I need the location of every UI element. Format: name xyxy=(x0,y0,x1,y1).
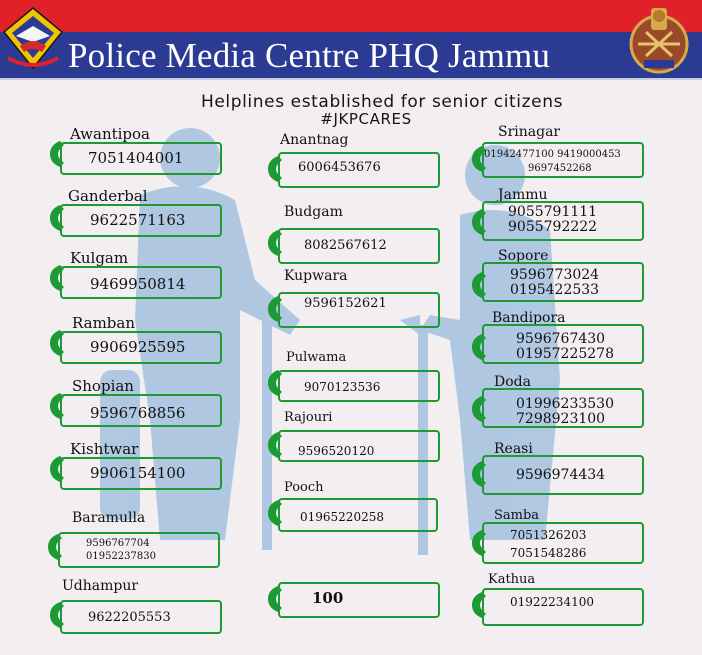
district-name: Baramulla xyxy=(72,510,146,526)
district-doda xyxy=(470,374,650,432)
phone-handset-icon xyxy=(266,430,284,460)
district-name: Ganderbal xyxy=(68,187,148,205)
district-kathua xyxy=(470,572,650,630)
district-kupwara xyxy=(266,268,446,332)
phone-handset-icon xyxy=(266,294,284,324)
page-title: Police Media Centre PHQ Jammu xyxy=(68,36,551,75)
district-kishtwar xyxy=(48,440,228,492)
district-name: Awantipoa xyxy=(70,125,151,143)
district-name: Pooch xyxy=(284,480,324,495)
phone-number[interactable]: 9596767430 xyxy=(516,331,606,347)
district-ganderbal xyxy=(48,187,228,239)
phone-handset-icon xyxy=(48,328,66,358)
phone-number[interactable]: 7051404001 xyxy=(88,149,184,167)
phone-number[interactable]: 9055792222 xyxy=(508,219,598,235)
phone-handset-icon xyxy=(48,263,66,293)
phone-number[interactable]: 01965220258 xyxy=(300,510,384,524)
phone-handset-icon xyxy=(48,454,66,484)
district-name: Srinagar xyxy=(498,124,561,140)
phone-number[interactable]: 01952237830 xyxy=(86,551,156,562)
district-reasi xyxy=(470,441,650,499)
phone-handset-icon xyxy=(266,498,284,528)
phone-handset-icon xyxy=(470,459,488,489)
district-ramban xyxy=(48,314,228,366)
district-name: Rajouri xyxy=(284,410,333,425)
district-name: Kathua xyxy=(488,572,536,587)
district-rajouri xyxy=(266,410,446,466)
district-name: Budgam xyxy=(284,204,343,220)
district-name: Ramban xyxy=(72,314,136,332)
phone-number[interactable]: 6006453676 xyxy=(298,160,381,175)
district-bandipora xyxy=(470,310,650,368)
subtitle: Helplines established for senior citizens xyxy=(200,92,564,112)
phone-handset-icon xyxy=(48,391,66,421)
phone-handset-icon xyxy=(266,368,284,398)
district-name: Bandipora xyxy=(492,310,566,326)
phone-number[interactable]: 9596768856 xyxy=(90,404,186,422)
phone-handset-icon xyxy=(48,203,66,233)
district-samba xyxy=(470,508,650,568)
phone-handset-icon xyxy=(470,207,488,237)
district-pooch xyxy=(266,480,446,536)
phone-handset-icon xyxy=(48,139,66,169)
district-srinagar xyxy=(470,124,650,182)
district-name: Reasi xyxy=(494,441,533,457)
phone-number[interactable]: 100 xyxy=(312,589,344,607)
district-pulwama xyxy=(266,350,446,406)
phone-number[interactable]: 01942477100 9419000453 xyxy=(484,149,621,160)
phone-handset-icon xyxy=(46,532,64,562)
phone-number[interactable]: 9906925595 xyxy=(90,338,186,356)
phone-number[interactable]: 9697452268 xyxy=(528,163,592,174)
phone-number[interactable]: 7298923100 xyxy=(516,411,606,427)
district-name: Shopian xyxy=(72,377,134,395)
phone-number[interactable]: 8082567612 xyxy=(304,238,387,253)
phone-handset-icon xyxy=(470,394,488,424)
district-name: Anantnag xyxy=(280,132,349,148)
phone-number[interactable]: 9906154100 xyxy=(90,464,186,482)
phone-handset-icon xyxy=(266,584,284,614)
phone-number[interactable]: 9622205553 xyxy=(88,610,171,625)
phone-handset-icon xyxy=(470,528,488,558)
phone-number[interactable]: 9596767704 xyxy=(86,538,150,549)
phone-number[interactable]: 9596520120 xyxy=(298,444,375,458)
district-awantipoa xyxy=(48,125,228,177)
phone-number[interactable]: 9070123536 xyxy=(304,380,381,394)
phone-number[interactable]: 01996233530 xyxy=(516,396,614,412)
district-name: Kulgam xyxy=(70,249,129,267)
phone-number[interactable]: 9469950814 xyxy=(90,275,186,293)
district-shopian xyxy=(48,377,228,429)
phone-handset-icon xyxy=(48,600,66,630)
phone-number[interactable]: 9596974434 xyxy=(516,467,606,483)
phone-number[interactable]: 9622571163 xyxy=(90,211,186,229)
phone-handset-icon xyxy=(266,228,284,258)
district-name: Doda xyxy=(494,374,531,390)
phone-number[interactable]: 01957225278 xyxy=(516,346,614,362)
district-anantnag xyxy=(266,132,446,192)
district-name: Udhampur xyxy=(62,578,139,594)
phone-number[interactable]: 9596773024 xyxy=(510,267,600,283)
district-sopore xyxy=(470,248,650,306)
district-udhampur xyxy=(48,578,228,638)
jk-police-emblem-icon xyxy=(2,6,64,76)
district-name: Pulwama xyxy=(286,350,347,365)
emergency-helpline xyxy=(266,578,446,626)
phone-handset-icon xyxy=(266,154,284,184)
phone-number[interactable]: 7051548286 xyxy=(510,546,587,560)
district-kulgam xyxy=(48,249,228,301)
district-jammu xyxy=(470,187,650,245)
hashtag: #JKPCARES xyxy=(320,110,412,128)
phone-number[interactable]: 9055791111 xyxy=(508,204,598,220)
district-name: Sopore xyxy=(498,248,549,264)
district-name: Kupwara xyxy=(284,268,348,284)
district-baramulla xyxy=(46,510,226,570)
phone-handset-icon xyxy=(470,270,488,300)
district-budgam xyxy=(266,204,446,264)
national-emblem-icon xyxy=(624,4,694,78)
district-name: Jammu xyxy=(498,187,548,203)
district-name: Kishtwar xyxy=(70,440,139,458)
header-red-band xyxy=(0,0,702,32)
phone-handset-icon xyxy=(470,590,488,620)
phone-number[interactable]: 7051326203 xyxy=(510,528,587,542)
phone-handset-icon xyxy=(470,332,488,362)
phone-number[interactable]: 9596152621 xyxy=(304,296,387,311)
district-name: Samba xyxy=(494,508,540,523)
phone-number[interactable]: 0195422533 xyxy=(510,282,600,298)
phone-number[interactable]: 01922234100 xyxy=(510,595,594,609)
